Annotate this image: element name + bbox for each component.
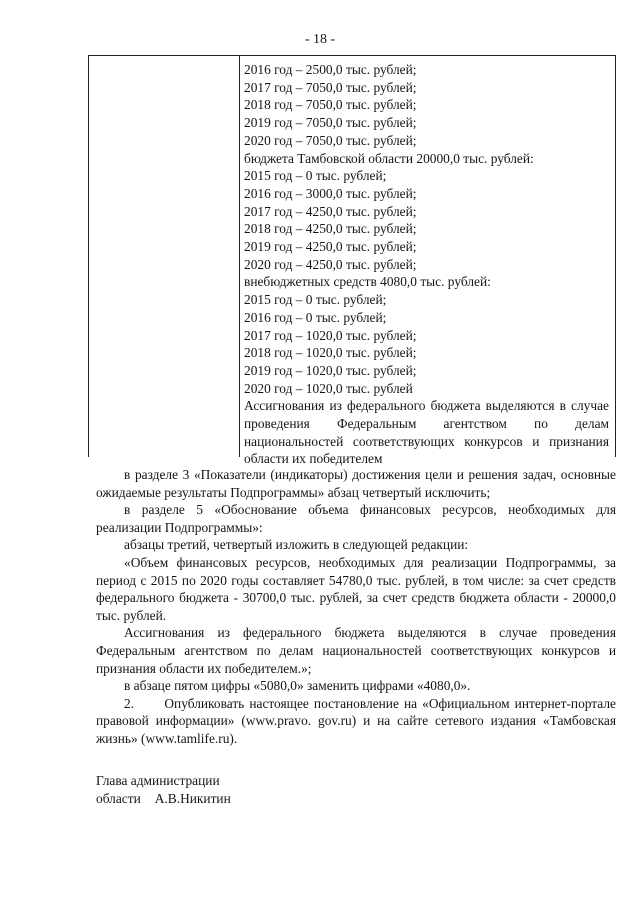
paragraph-abzacy: абзацы третий, четвертый изложить в следующей редакции: [124, 537, 469, 553]
table-line: 2020 год – 1020,0 тыс. рублей [244, 380, 413, 396]
table-line: 2015 год – 0 тыс. рублей; [244, 292, 387, 308]
table-closing-paragraph: Ассигнования из федерального бюджета выделяются в случае проведения Федеральным агентством по делам национальностей соответствующих конкурсов и признания области их победителем [244, 398, 609, 467]
paragraph-publish [96, 695, 616, 748]
table-line: 2016 год – 2500,0 тыс. рублей; [244, 62, 417, 77]
funding-cell [244, 61, 609, 468]
paragraph-number: 2. [124, 695, 135, 711]
table-line: 2017 год – 1020,0 тыс. рублей; [244, 327, 417, 343]
signatory-title-line2: области [96, 791, 141, 806]
table-line: 2019 год – 7050,0 тыс. рублей; [244, 115, 417, 131]
table-line: 2019 год – 1020,0 тыс. рублей; [244, 362, 417, 378]
table-line: 2018 год – 1020,0 тыс. рублей; [244, 345, 417, 361]
paragraph-volume: «Объем финансовых ресурсов, необходимых для реализации Подпрограммы, за период с 2015 по 2020 годы составляет 54780,0 тыс. рублей, в том числе: за счет средств федерального бюджета - 30700,0 тыс. рублей, за счет средств бюджета области - 20000,0 тыс. рублей. [96, 554, 616, 623]
table-line: 2019 год – 4250,0 тыс. рублей; [244, 239, 417, 255]
signatory-line2 [96, 790, 231, 808]
paragraph-replace-figures: в абзаце пятом цифры «5080,0» заменить цифрами «4080,0». [124, 678, 471, 694]
funding-table [88, 55, 616, 467]
table-line: бюджета Тамбовской области 20000,0 тыс. рублей: [244, 150, 534, 166]
table-line: 2016 год – 0 тыс. рублей; [244, 309, 387, 325]
signature-block [96, 772, 231, 808]
table-line: 2018 год – 7050,0 тыс. рублей; [244, 97, 417, 113]
table-line: 2020 год – 7050,0 тыс. рублей; [244, 132, 417, 148]
signatory-title-line1: Глава администрации [96, 773, 220, 788]
paragraph-allocations: Ассигнования из федерального бюджета выделяются в случае проведения Федеральным агентством по делам национальностей соответствующих конкурсов и признания области их победителем.»; [96, 625, 616, 676]
table-line: 2015 год – 0 тыс. рублей; [244, 168, 387, 184]
table-line: 2016 год – 3000,0 тыс. рублей; [244, 185, 417, 201]
paragraph-section3: в разделе 3 «Показатели (индикаторы) достижения цели и решения задач, основные ожидаемые результаты Подпрограммы» абзац четвертый исключить; [96, 467, 616, 500]
table-line: 2018 год – 4250,0 тыс. рублей; [244, 221, 417, 237]
paragraph-section5: в разделе 5 «Обоснование объема финансовых ресурсов, необходимых для реализации Подпрограммы»: [96, 502, 616, 535]
signatory-name: А.В.Никитин [154, 791, 231, 806]
paragraph-publish-text: Опубликовать настоящее постановление на «Официальном интернет-портале правовой информации» (www.pravo. gov.ru) и на сайте сетевого издания «Тамбовская жизнь» (www.tamlife.ru). [96, 695, 616, 746]
table-line: 2017 год – 7050,0 тыс. рублей; [244, 79, 417, 95]
page-number: - 18 - [304, 32, 336, 47]
document-body [96, 466, 616, 748]
table-line: 2020 год – 4250,0 тыс. рублей; [244, 256, 417, 272]
table-line: внебюджетных средств 4080,0 тыс. рублей: [244, 274, 491, 290]
table-column-divider [239, 56, 240, 457]
table-line: 2017 год – 4250,0 тыс. рублей; [244, 203, 417, 219]
